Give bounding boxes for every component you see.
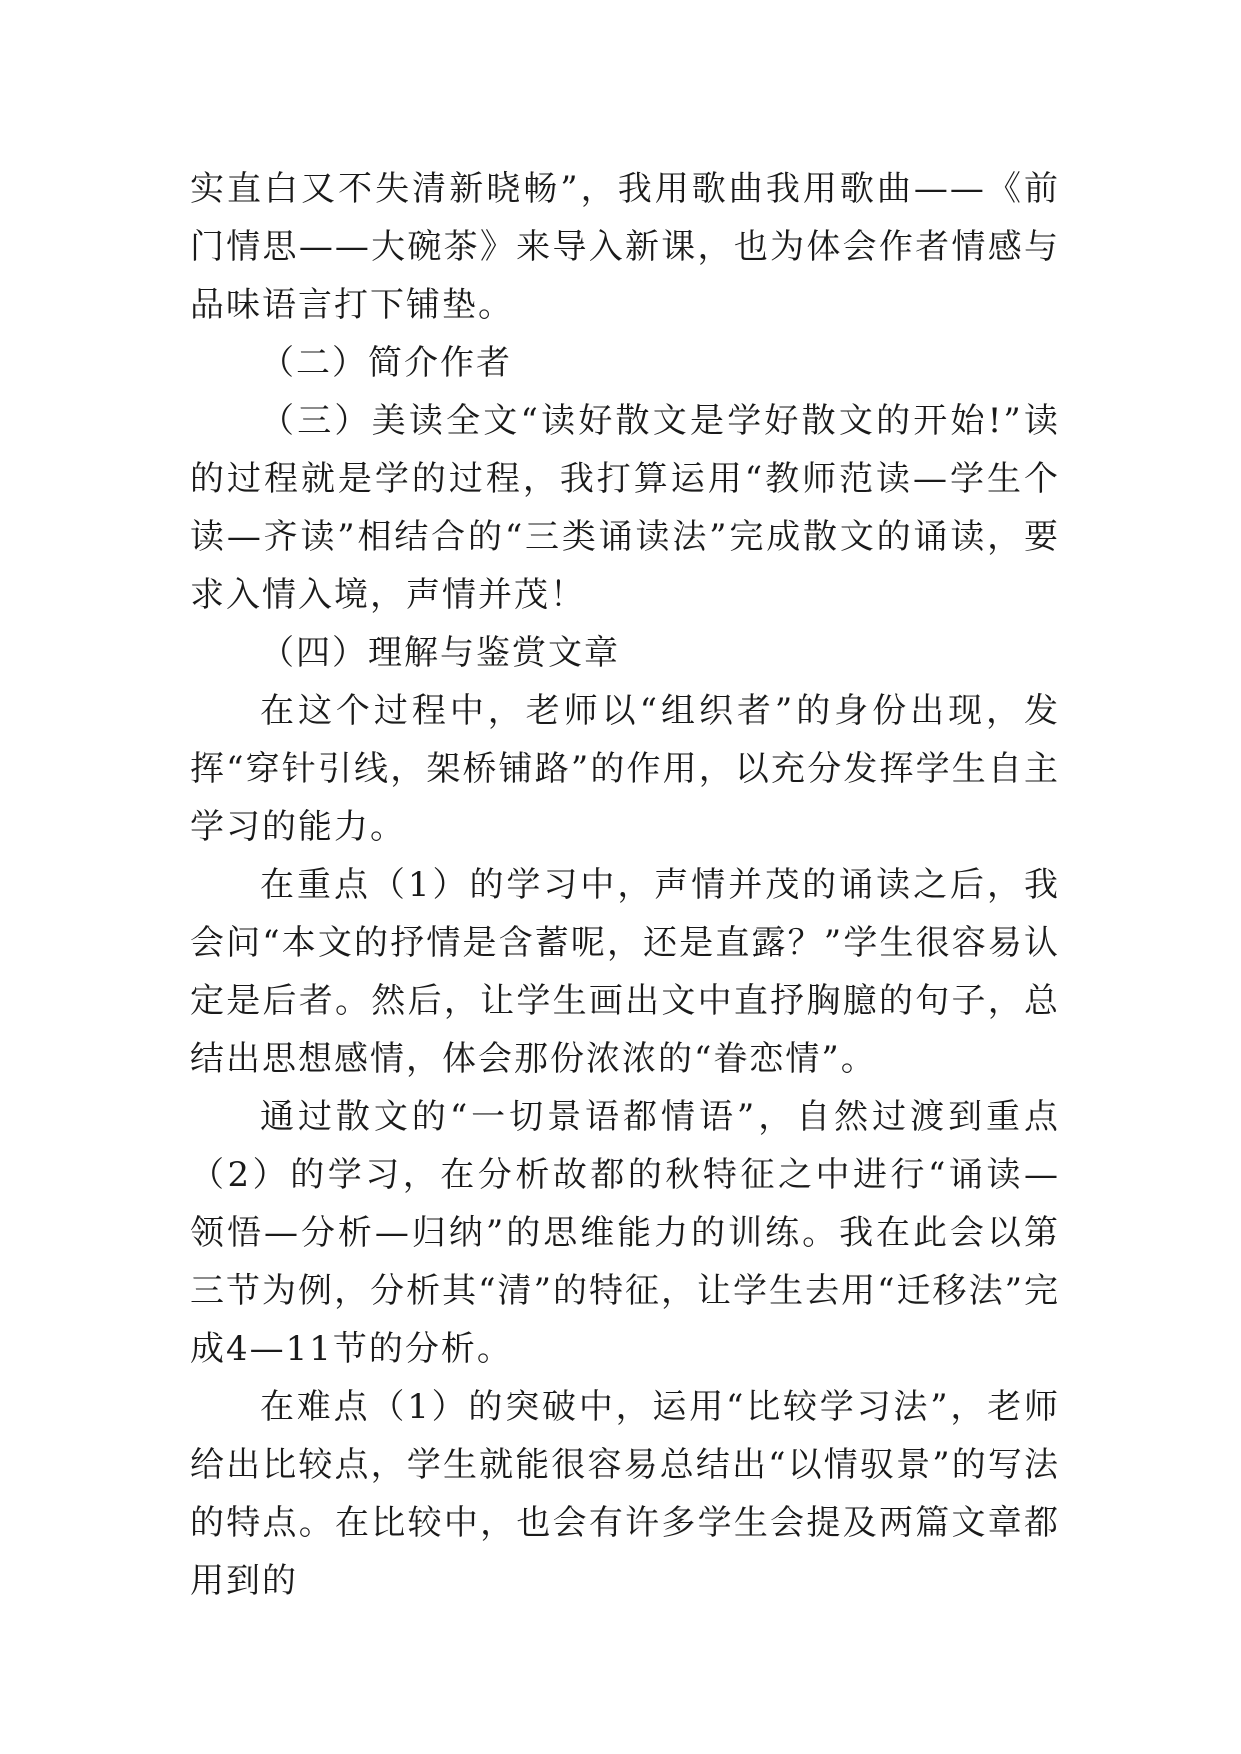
section-heading-appreciation: （四）理解与鉴赏文章	[260, 633, 620, 673]
section-heading-reading: （三）美读全文“读好散文是学好散文的开始!”读的过程就是学的过程，我打算运用“教师范读—学生个读—齐读”相结合的“三类诵读法”完成散文的诵读，要求入情入境，声情并茂！	[190, 401, 1060, 615]
paragraph-organizer-role: 在这个过程中，老师以“组织者”的身份出现，发挥“穿针引线，架桥铺路”的作用，以充分发挥学生自主学习的能力。	[190, 691, 1060, 847]
section-heading-author: （二）简介作者	[260, 343, 512, 383]
body-text	[190, 160, 1060, 1610]
paragraph-key-point-2: 通过散文的“一切景语都情语”，自然过渡到重点（2）的学习，在分析故都的秋特征之中进行“诵读—领悟—分析—归纳”的思维能力的训练。我在此会以第三节为例，分析其“清”的特征，让学生去用“迁移法”完成4—11节的分析。	[190, 1097, 1060, 1369]
paragraph-continuation: 实直白又不失清新晓畅”，我用歌曲我用歌曲——《前门情思——大碗茶》来导入新课，也为体会作者情感与品味语言打下铺垫。	[190, 169, 1060, 325]
paragraph-difficulty-1: 在难点（1）的突破中，运用“比较学习法”，老师给出比较点，学生就能很容易总结出“以情驭景”的写法的特点。在比较中，也会有许多学生会提及两篇文章都用到的	[190, 1387, 1060, 1601]
paragraph-key-point-1: 在重点（1）的学习中，声情并茂的诵读之后，我会问“本文的抒情是含蓄呢，还是直露？”学生很容易认定是后者。然后，让学生画出文中直抒胸臆的句子，总结出思想感情，体会那份浓浓的“眷恋情”。	[190, 865, 1060, 1079]
